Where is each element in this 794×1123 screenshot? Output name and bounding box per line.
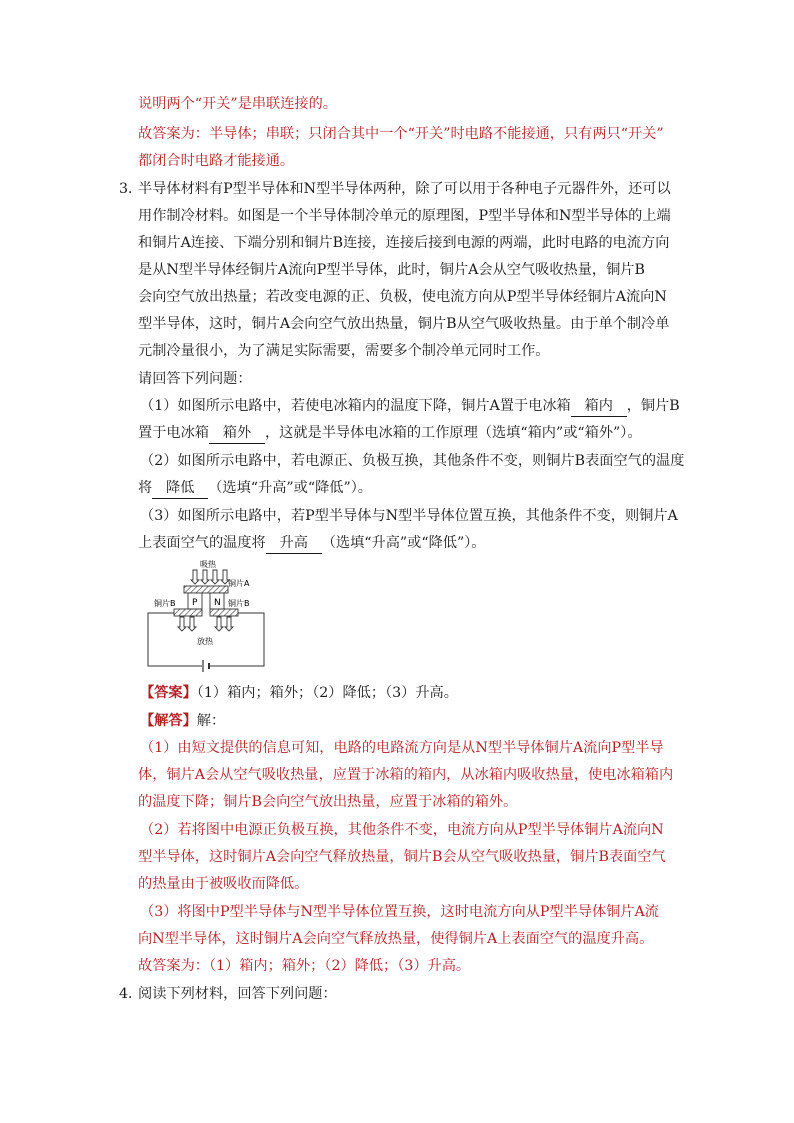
copper-plate-b-left <box>174 609 202 616</box>
q3-paragraph-line: 会向空气放出热量；若改变电源的正、负极，使电流方向从P型半导体经铜片A流向N <box>138 289 667 305</box>
prev-answer-line-2: 都闭合时电路才能接通。 <box>138 153 295 169</box>
copper-b-right-label: 铜片B <box>228 599 250 608</box>
q3-sub3-text-c: （选填“升高”或“降低”）。 <box>321 535 486 551</box>
q3-sub2-text-c: （选填“升高”或“降低”）。 <box>208 480 372 496</box>
solution-line: 型半导体，这时铜片A会向空气释放热量，铜片B会从空气吸收热量，铜片B表面空气 <box>138 849 666 865</box>
q3-paragraph-line: 元制冷量很小，为了满足实际需要，需要多个制冷单元同时工作。 <box>138 343 550 359</box>
q3-sub1-line2 <box>138 423 642 444</box>
q3-sub3-line1: （3）如图所示电路中，若P型半导体与N型半导体位置互换，其他条件不变，则铜片A <box>140 508 678 524</box>
release-heat-label: 放热 <box>197 637 213 646</box>
solution-line: 的热量由于被吸收而降低。 <box>138 876 309 892</box>
q3-sub3-line2 <box>138 533 486 554</box>
release-arrows <box>178 617 233 631</box>
answer-blank-4: 升高 <box>266 533 322 554</box>
q3-ask: 请回答下列问题： <box>138 371 252 387</box>
copper-plate-a <box>184 586 228 593</box>
absorb-arrows <box>191 570 229 584</box>
solution-tag-suffix: 解： <box>196 713 226 729</box>
q3-paragraph-line: 是从N型半导体经铜片A流向P型半导体，此时，铜片A会从空气吸收热量，铜片B <box>138 262 645 278</box>
q3-sub1-text: （1）如图所示电路中，若使电冰箱内的温度下降，铜片A置于电冰箱 <box>140 398 571 414</box>
q3-paragraph-line: 用作制冷材料。如图是一个半导体制冷单元的原理图，P型半导体和N型半导体的上端 <box>138 208 671 224</box>
q4-prompt: 阅读下列材料，回答下列问题： <box>138 986 337 1002</box>
prev-answer-line-1: 故答案为：半导体；串联；只闭合其中一个“开关”时电路不能接通，只有两只“开关” <box>138 126 664 142</box>
q3-sub1-text-c: 置于电冰箱 <box>138 425 209 441</box>
solution-header <box>140 711 225 731</box>
q3-sub1-text-d: ，这就是半导体电冰箱的工作原理（选填“箱内”或“箱外”）。 <box>264 425 642 441</box>
solution-line: 的温度下降；铜片B会向空气放出热量，应置于冰箱的箱外。 <box>138 794 518 810</box>
question-number-3: 3． <box>119 181 143 197</box>
solution-final-answer: 故答案为：（1）箱内；箱外；（2）降低；（3）升高。 <box>138 958 471 974</box>
answer-tag: 【答案】 <box>140 685 197 701</box>
question-number-4: 4． <box>119 986 143 1002</box>
absorb-heat-label: 吸热 <box>200 560 216 569</box>
solution-line: （1）由短文提供的信息可知，电路的电路流方向是从N型半导体铜片A流向P型半导 <box>140 740 664 756</box>
answer-text: （1）箱内；箱外；（2）降低；（3）升高。 <box>196 685 458 701</box>
answer-line <box>140 683 458 703</box>
answer-blank-2: 箱外 <box>209 423 265 444</box>
wire-right <box>210 613 264 666</box>
solution-line: （3）将图中P型半导体与N型半导体位置互换，这时电流方向从P型半导体铜片A流 <box>140 904 659 920</box>
copper-plate-b-right <box>210 609 238 616</box>
answer-blank-1: 箱内 <box>571 396 627 417</box>
p-label: P <box>192 598 198 608</box>
copper-a-label: 铜片A <box>228 579 250 588</box>
n-label: N <box>214 598 221 608</box>
q3-sub2-line2 <box>138 478 372 499</box>
q3-paragraph-line: 型半导体，这时，铜片A会向空气放出热量，铜片B从空气吸收热量。由于单个制冷单 <box>138 316 670 332</box>
solution-tag: 【解答】 <box>140 713 197 729</box>
q3-sub1-line1 <box>140 396 680 417</box>
q3-paragraph-line: 和铜片A连接、下端分别和铜片B连接，连接后接到电源的两端，此时电路的电流方向 <box>138 235 670 251</box>
answer-blank-3: 降低 <box>152 478 208 499</box>
q3-sub3-text-b: 上表面空气的温度将 <box>138 535 266 551</box>
solution-line: （2）若将图中电源正负极互换，其他条件不变，电流方向从P型半导体铜片A流向N <box>140 822 664 838</box>
q3-sub1-text-b: ，铜片B <box>626 398 680 414</box>
q3-paragraph-line: 半导体材料有P型半导体和N型半导体两种，除了可以用于各种电子元器件外，还可以 <box>138 181 671 197</box>
semiconductor-cooling-diagram <box>140 558 272 672</box>
prev-explanation-line: 说明两个“开关”是串联连接的。 <box>138 96 337 112</box>
copper-b-left-label: 铜片B <box>154 599 176 608</box>
q3-sub2-text-b: 将 <box>138 480 153 496</box>
solution-line: 向N型半导体，这时铜片A会向空气释放热量，使得铜片A上表面空气的温度升高。 <box>138 931 654 947</box>
solution-line: 体，铜片A会从空气吸收热量，应置于冰箱的箱内，从冰箱内吸收热量，使电冰箱箱内 <box>138 767 674 783</box>
q3-sub2-line1: （2）如图所示电路中，若电源正、负极互换，其他条件不变，则铜片B表面空气的温度 <box>140 453 685 469</box>
